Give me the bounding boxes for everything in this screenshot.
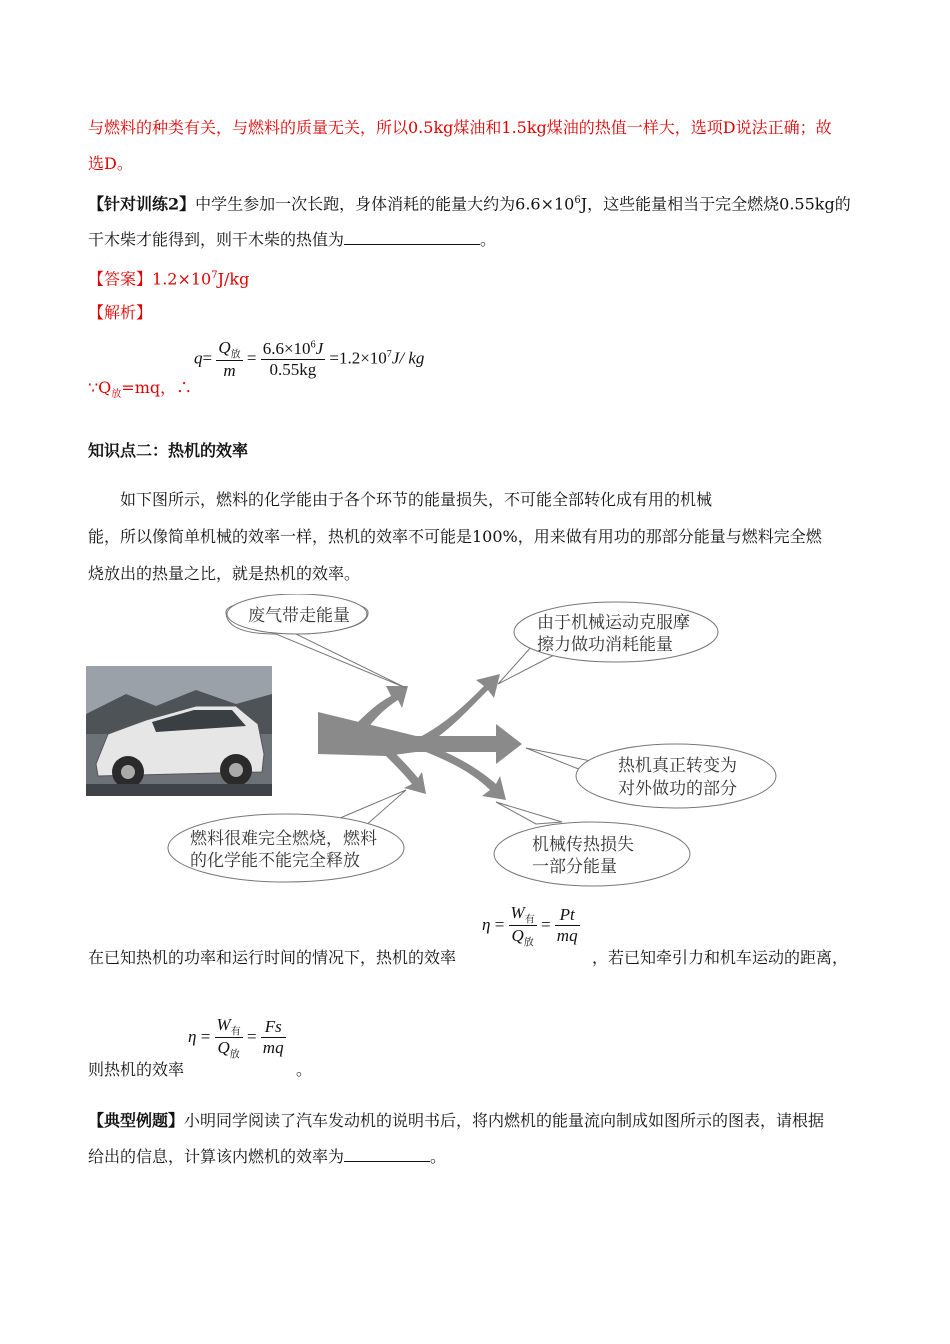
bubble-combustion-text-1: 燃料很难完全燃烧，燃料 (190, 829, 377, 849)
fs-numerator: Fs (261, 1017, 286, 1038)
bubble-friction-text-1: 由于机械运动克服摩 (537, 613, 690, 633)
eta-symbol: η (482, 914, 491, 934)
answer-unit: J/kg (217, 269, 250, 289)
bubble-friction-text-2: 擦力做功消耗能量 (537, 635, 673, 655)
Q-symbol: Q (218, 338, 231, 357)
efficiency-formula-2: η = $\frac{W_有}{Q_放}$ = $\frac{Fs}{mq}$ (188, 1015, 284, 1061)
bubble-friction (498, 602, 718, 684)
bubble-heat-text-1: 机械传热损失 (532, 835, 634, 855)
section-title: 知识点二：热机的效率 (88, 441, 249, 460)
Q-sub: 放 (523, 937, 534, 949)
w-over-q-fraction (509, 903, 537, 949)
bubble-heat-text-2: 一部分能量 (532, 857, 617, 877)
efficiency-formula-1: η = $\frac{W_有}{Q_放}$ = $\frac{Pt}{mq}$ (482, 903, 578, 949)
example-text-2: 给出的信息，计算该内燃机的效率为 (88, 1147, 345, 1166)
exercise-2-line-1 (88, 190, 851, 215)
W-sub-2: 有 (230, 1026, 241, 1038)
efficiency-line-2-after: 。 (296, 1060, 313, 1079)
result-exp: 7 (386, 348, 392, 360)
Q-symbol-2: Q (217, 1038, 230, 1058)
exercise-2-line-2 (88, 228, 496, 251)
answer-continuation-line-2: 选D。 (88, 154, 133, 173)
den-value: 0.55kg (269, 360, 317, 380)
pt-numerator: Pt (555, 905, 580, 926)
w-over-q-fraction-2 (215, 1015, 243, 1061)
bubble-useful-text-1: 热机真正转变为 (618, 756, 737, 776)
result-value: =1.2×10 (329, 348, 387, 368)
answer-blank[interactable] (344, 228, 480, 245)
num-unit: J (315, 339, 324, 359)
exercise-2-text-b: J，这些能量相当于完全燃烧0.55kg的 (580, 194, 851, 214)
answer-line (88, 265, 249, 290)
efficiency-line-2: 则热机的效率 (88, 1060, 185, 1079)
because-text: ∵Q (88, 378, 112, 397)
heat-value-formula (194, 338, 424, 381)
bubble-exhaust-text: 废气带走能量 (248, 606, 350, 626)
num-value: 6.6×10 (262, 339, 311, 359)
efficiency-text-1: 在已知热机的功率和运行时间的情况下，热机的效率 (88, 948, 457, 967)
energy-arrows (318, 674, 522, 800)
exercise-2-question: 干木柴才能得到，则干木柴的热值为 (88, 230, 345, 249)
q-symbol: q (194, 348, 203, 368)
mq-denominator: mq (556, 926, 578, 946)
example-tag: 【典型例题】 (88, 1111, 185, 1130)
Q-sub-2: 放 (229, 1049, 240, 1061)
example-line-1 (88, 1110, 824, 1132)
W-symbol-2: W (216, 1015, 231, 1034)
example-answer-blank[interactable] (344, 1145, 430, 1162)
numeric-fraction (261, 339, 325, 380)
eta-symbol-2: η (188, 1026, 197, 1046)
intro-line-1: 如下图所示，燃料的化学能由于各个环节的能量损失，不可能全部转化成有用的机械 (120, 490, 713, 509)
answer-exponent: 7 (211, 270, 218, 281)
answer-tag: 【答案】 (88, 269, 153, 289)
example-text-1: 小明同学阅读了汽车发动机的说明书后，将内燃机的能量流向制成如图所示的图表，请根据 (184, 1111, 825, 1130)
exercise-2-exponent: 6 (574, 195, 581, 206)
Q-sub: 放 (230, 349, 241, 361)
car-photo (86, 666, 272, 796)
efficiency-line-1-after: ，若已知牵引力和机车运动的距离， (592, 948, 849, 967)
intro-line-3: 烧放出的热量之比，就是热机的效率。 (88, 564, 361, 583)
efficiency-line-1 (88, 947, 456, 969)
analysis-because (88, 377, 192, 406)
eq-sign-2: = (246, 348, 257, 368)
example-line-2 (88, 1145, 446, 1168)
because-rest: =mq，∴ (121, 378, 193, 397)
q-over-m-fraction (216, 338, 242, 381)
W-symbol: W (510, 903, 525, 922)
bubble-useful-text-2: 对外做功的部分 (618, 779, 737, 799)
because-sub: 放 (111, 389, 122, 401)
example-period: 。 (430, 1147, 447, 1166)
energy-flow-diagram (86, 594, 786, 890)
bubble-useful (526, 744, 776, 808)
num-exp: 6 (310, 339, 316, 351)
exercise-2-text-a: 中学生参加一次长跑，身体消耗的能量大约为6.6×10 (195, 194, 575, 214)
result-unit: J/ kg (391, 348, 425, 368)
intro-line-2: 能，所以像简单机械的效率一样，热机的效率不可能是100%，用来做有用功的那部分能量与燃料完全燃 (88, 527, 822, 546)
bubble-heat-loss (494, 802, 690, 886)
mq-denominator-2: mq (262, 1038, 284, 1058)
analysis-tag: 【解析】 (88, 303, 153, 322)
answer-continuation-line-1: 与燃料的种类有关，与燃料的质量无关，所以0.5kg煤油和1.5kg煤油的热值一样大，选项D说法正确；故 (88, 118, 832, 137)
fs-over-mq-fraction (261, 1017, 286, 1058)
bubble-combustion-text-2: 的化学能不能完全释放 (190, 851, 360, 871)
bubble-combustion (168, 790, 406, 882)
pt-over-mq-fraction (555, 905, 580, 946)
W-sub: 有 (524, 914, 535, 926)
m-symbol: m (223, 361, 236, 381)
exercise-2-period: 。 (480, 230, 497, 249)
Q-symbol: Q (511, 926, 524, 946)
exercise-2-tag: 【针对训练2】 (88, 194, 196, 214)
answer-value: 1.2×10 (152, 269, 212, 289)
eq-sign: = (202, 348, 213, 368)
